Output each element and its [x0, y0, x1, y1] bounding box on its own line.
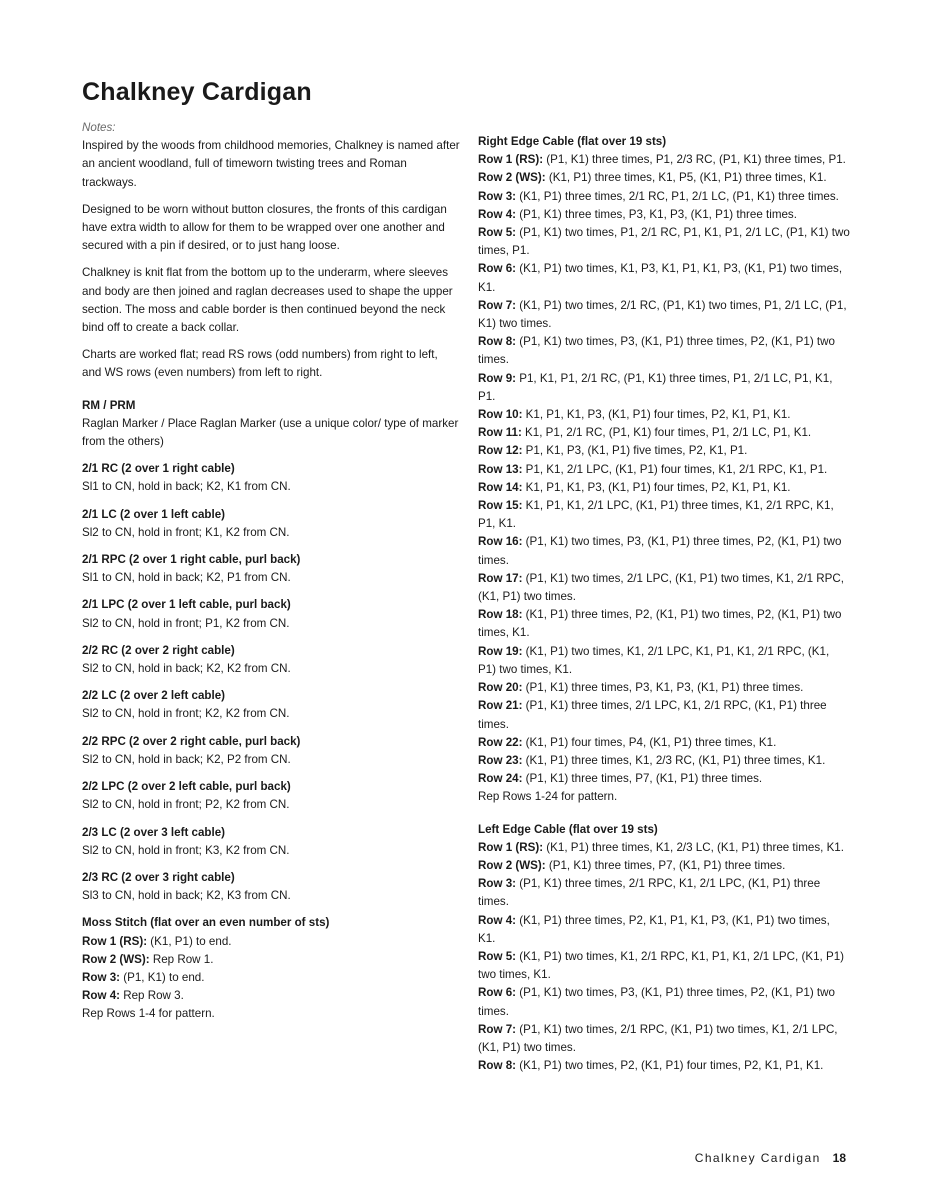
pattern-row — [478, 857, 850, 875]
left-column — [82, 119, 460, 1024]
abbreviation-term: 2/2 RPC (2 over 2 right cable, purl back) — [82, 734, 301, 748]
page-footer — [695, 1151, 846, 1165]
row-label: Row 6: — [478, 986, 517, 1000]
row-instructions: (K1, P1) two times, K1, 2/1 RPC, K1, P1, K1, 2/1 LPC, (K1, P1) two times, K1. — [478, 949, 844, 982]
row-instructions: (K1, P1) two times, 2/1 RC, (P1, K1) two times, P1, 2/1 LC, (P1, K1) two times. — [478, 298, 847, 331]
row-instructions: (P1, K1) two times, 2/1 LPC, (K1, P1) two times, K1, 2/1 RPC, (K1, P1) two times. — [478, 571, 844, 604]
row-instructions: K1, P1, K1, 2/1 LPC, (K1, P1) three times, K1, 2/1 RPC, K1, P1, K1. — [478, 499, 834, 531]
row-instructions: (K1, P1) to end. — [147, 934, 232, 948]
page-number: 18 — [832, 1151, 846, 1165]
row-instructions: (K1, P1) three times, K1, 2/3 RC, (K1, P1) three times, K1. — [522, 753, 826, 767]
pattern-row — [478, 297, 850, 333]
row-label: Row 7: — [478, 298, 517, 312]
row-label: Row 17: — [478, 571, 523, 585]
pattern-row — [478, 697, 850, 733]
row-instructions: (P1, K1) three times, 2/1 RPC, K1, 2/1 LPC, (K1, P1) three times. — [478, 877, 821, 909]
row-label: Row 1 (RS): — [478, 153, 544, 167]
abbreviation-definition: Sl2 to CN, hold in front; K1, K2 from CN. — [82, 525, 290, 539]
row-instructions: (P1, K1) two times, 2/1 RPC, (K1, P1) two times, K1, 2/1 LPC, (K1, P1) two times. — [478, 1022, 838, 1054]
row-label: Row 18: — [478, 608, 523, 622]
abbreviation-definition: Sl2 to CN, hold in back; K2, P2 from CN. — [82, 752, 291, 766]
notes-paragraph: Chalkney is knit flat from the bottom up to the underarm, where sleeves and body are then joined and raglan decreases used to shape the upper section. The moss and cable border is then continued beyond the neck bind off to create a back collar. — [82, 266, 453, 335]
row-label: Row 3: — [478, 189, 517, 203]
row-instructions: (K1, P1) two times, K1, 2/1 LPC, K1, P1, K1, 2/1 RPC, (K1, P1) two times, K1. — [478, 644, 830, 676]
row-instructions: (P1, K1) three times, 2/1 LPC, K1, 2/1 RPC, (K1, P1) three times. — [478, 699, 827, 731]
row-instructions: (P1, K1) three times, P3, K1, P3, (K1, P1) three times. — [522, 681, 804, 695]
abbreviation-entry — [82, 596, 460, 632]
row-label: Row 23: — [478, 753, 523, 767]
pattern-row — [478, 734, 850, 752]
abbreviation-term: 2/3 LC (2 over 3 left cable) — [82, 825, 226, 839]
row-instructions: (K1, P1) three times, K1, 2/3 LC, (K1, P1) three times, K1. — [543, 840, 844, 854]
row-instructions: (K1, P1) three times, K1, P5, (K1, P1) three times, K1. — [545, 171, 827, 185]
pattern-row — [478, 461, 850, 479]
row-label: Row 5: — [478, 949, 517, 963]
notes-paragraph: Inspired by the woods from childhood memories, Chalkney is named after an ancient woodland, full of timeworn twisting trees and Roman trackways. — [82, 139, 460, 189]
abbreviation-definition: Sl2 to CN, hold in front; P1, K2 from CN. — [82, 616, 290, 630]
right-edge-cable-section — [478, 133, 850, 807]
abbreviation-entry — [82, 869, 460, 905]
pattern-row — [478, 479, 850, 497]
pattern-row — [478, 151, 850, 169]
row-label: Row 8: — [478, 335, 517, 349]
pattern-row — [478, 948, 850, 984]
abbreviation-entry — [82, 642, 460, 678]
pattern-row — [478, 679, 850, 697]
left-edge-cable-rows — [478, 839, 850, 1076]
row-instructions: (P1, K1) two times, P3, (K1, P1) three times, P2, (K1, P1) two times. — [478, 335, 835, 367]
pattern-row — [478, 570, 850, 606]
right-edge-cable-rows — [478, 151, 850, 788]
pattern-row — [478, 1057, 850, 1075]
row-label: Row 5: — [478, 226, 517, 240]
pattern-row — [478, 1021, 850, 1057]
abbreviation-term: 2/2 LPC (2 over 2 left cable, purl back) — [82, 780, 291, 794]
row-instructions: (K1, P1) three times, 2/1 RC, P1, 2/1 LC, (P1, K1) three times. — [516, 189, 839, 203]
row-instructions: (P1, K1) two times, P1, 2/1 RC, P1, K1, P1, 2/1 LC, (P1, K1) two times, P1. — [478, 226, 850, 258]
abbreviation-term: 2/1 RC (2 over 1 right cable) — [82, 462, 235, 476]
abbreviation-term: 2/2 LC (2 over 2 left cable) — [82, 689, 226, 703]
abbreviation-entry — [82, 551, 460, 587]
abbreviation-definition: Raglan Marker / Place Raglan Marker (use a unique color/ type of marker from the others) — [82, 416, 459, 449]
row-instructions: P1, K1, 2/1 LPC, (K1, P1) four times, K1, 2/1 RPC, K1, P1. — [522, 462, 828, 476]
pattern-row — [478, 533, 850, 569]
row-instructions: (P1, K1) three times, P7, (K1, P1) three times. — [522, 772, 763, 786]
row-instructions: (K1, P1) two times, P2, (K1, P1) four times, P2, K1, P1, K1. — [516, 1059, 824, 1073]
abbreviation-entry — [82, 506, 460, 542]
abbreviation-entry — [82, 460, 460, 496]
pattern-row — [82, 987, 460, 1005]
row-label: Row 2 (WS): — [478, 858, 546, 872]
running-title: Chalkney Cardigan — [694, 1151, 821, 1165]
pattern-row — [478, 497, 850, 533]
row-instructions: (P1, K1) to end. — [120, 970, 205, 984]
notes-paragraph: Charts are worked flat; read RS rows (odd numbers) from right to left, and WS rows (even numbers) from left to right. — [82, 348, 438, 380]
row-instructions: (P1, K1) three times, P1, 2/3 RC, (P1, K1) three times, P1. — [543, 153, 846, 167]
pattern-row — [478, 333, 850, 369]
pattern-row — [478, 424, 850, 442]
pattern-row — [478, 770, 850, 788]
abbreviation-term: RM / PRM — [82, 398, 136, 412]
row-instructions: (P1, K1) two times, P3, (K1, P1) three times, P2, (K1, P1) two times. — [478, 986, 835, 1018]
abbreviation-list — [82, 397, 460, 906]
row-instructions: P1, K1, P1, 2/1 RC, (P1, K1) three times, P1, 2/1 LC, P1, K1, P1. — [478, 371, 833, 403]
row-label: Row 21: — [478, 699, 523, 713]
pattern-row — [478, 875, 850, 911]
row-instructions: (K1, P1) three times, P2, (K1, P1) two times, P2, (K1, P1) two times, K1. — [478, 608, 842, 640]
row-label: Row 19: — [478, 644, 523, 658]
row-label: Row 13: — [478, 462, 523, 476]
pattern-row — [478, 442, 850, 460]
pattern-row — [478, 912, 850, 948]
left-edge-cable-section — [478, 821, 850, 1076]
abbreviation-term: 2/1 LPC (2 over 1 left cable, purl back) — [82, 598, 291, 612]
abbreviation-entry — [82, 824, 460, 860]
row-instructions: Rep Row 1. — [149, 952, 214, 966]
row-instructions: (P1, K1) two times, P3, (K1, P1) three times, P2, (K1, P1) two times. — [478, 535, 842, 567]
right-edge-cable-heading: Right Edge Cable (flat over 19 sts) — [478, 135, 667, 148]
row-label: Row 14: — [478, 480, 523, 494]
abbreviation-definition: Sl1 to CN, hold in back; K2, K1 from CN. — [82, 480, 291, 494]
left-edge-cable-heading: Left Edge Cable (flat over 19 sts) — [478, 822, 658, 836]
row-label: Row 4: — [82, 989, 121, 1003]
row-label: Row 4: — [478, 207, 517, 221]
notes-label: Notes: — [82, 121, 116, 134]
row-instructions: (K1, P1) two times, K1, P3, K1, P1, K1, P3, (K1, P1) two times, K1. — [478, 262, 843, 294]
row-label: Row 24: — [478, 772, 523, 786]
row-label: Row 22: — [478, 735, 523, 749]
row-label: Row 7: — [478, 1022, 517, 1036]
row-label: Row 4: — [478, 913, 517, 927]
row-instructions: K1, P1, K1, P3, (K1, P1) four times, P2, K1, P1, K1. — [522, 408, 791, 422]
pattern-row — [82, 933, 460, 951]
row-label: Row 8: — [478, 1059, 517, 1073]
row-label: Row 2 (WS): — [478, 171, 546, 185]
row-instructions: (P1, K1) three times, P7, (K1, P1) three times. — [545, 858, 786, 872]
row-instructions: (K1, P1) four times, P4, (K1, P1) three times, K1. — [522, 735, 777, 749]
abbreviation-term: 2/1 RPC (2 over 1 right cable, purl back) — [82, 553, 301, 567]
pattern-row — [82, 951, 460, 969]
row-label: Row 20: — [478, 681, 523, 695]
abbreviation-definition: Sl2 to CN, hold in front; P2, K2 from CN. — [82, 798, 290, 812]
right-edge-cable-repeat: Rep Rows 1-24 for pattern. — [478, 790, 618, 804]
row-instructions: (K1, P1) three times, P2, K1, P1, K1, P3, (K1, P1) two times, K1. — [478, 913, 830, 945]
abbreviation-term: 2/1 LC (2 over 1 left cable) — [82, 507, 226, 521]
pattern-row — [478, 643, 850, 679]
pattern-row — [478, 606, 850, 642]
row-label: Row 16: — [478, 535, 523, 549]
pattern-row — [478, 169, 850, 187]
row-label: Row 10: — [478, 408, 523, 422]
pattern-row — [478, 206, 850, 224]
moss-stitch-heading: Moss Stitch (flat over an even number of sts) — [82, 916, 330, 930]
abbreviation-term: 2/2 RC (2 over 2 right cable) — [82, 643, 235, 657]
abbreviation-definition: Sl2 to CN, hold in back; K2, K2 from CN. — [82, 662, 291, 676]
moss-stitch-repeat: Rep Rows 1-4 for pattern. — [82, 1007, 215, 1021]
abbreviation-definition: Sl1 to CN, hold in back; K2, P1 from CN. — [82, 571, 291, 585]
abbreviation-definition: Sl2 to CN, hold in front; K2, K2 from CN. — [82, 707, 290, 721]
row-label: Row 3: — [82, 970, 121, 984]
row-instructions: (P1, K1) three times, P3, K1, P3, (K1, P1) three times. — [516, 207, 797, 221]
row-label: Row 1 (RS): — [478, 840, 544, 854]
abbreviation-term: 2/3 RC (2 over 3 right cable) — [82, 870, 235, 884]
abbreviation-entry — [82, 733, 460, 769]
pattern-row — [478, 224, 850, 260]
pattern-row — [478, 752, 850, 770]
row-label: Row 3: — [478, 877, 517, 891]
abbreviation-entry — [82, 687, 460, 723]
right-column — [478, 133, 850, 1075]
abbreviation-entry — [82, 778, 460, 814]
row-label: Row 2 (WS): — [82, 952, 150, 966]
row-label: Row 15: — [478, 499, 523, 513]
row-instructions: P1, K1, P3, (K1, P1) five times, P2, K1, P1. — [522, 444, 748, 458]
row-label: Row 1 (RS): — [82, 934, 148, 948]
row-label: Row 11: — [478, 426, 522, 440]
pattern-row — [82, 969, 460, 987]
pattern-row — [478, 370, 850, 406]
abbreviation-definition: Sl3 to CN, hold in back; K2, K3 from CN. — [82, 889, 291, 903]
row-label: Row 6: — [478, 262, 517, 276]
row-label: Row 9: — [478, 371, 517, 385]
abbreviation-entry — [82, 397, 460, 452]
pattern-row — [478, 188, 850, 206]
pattern-row — [478, 406, 850, 424]
moss-stitch-rows — [82, 933, 460, 1006]
moss-stitch-section — [82, 914, 460, 1023]
pattern-row — [478, 260, 850, 296]
pattern-row — [478, 839, 850, 857]
row-instructions: K1, P1, 2/1 RC, (P1, K1) four times, P1, 2/1 LC, P1, K1. — [521, 426, 812, 440]
pattern-row — [478, 984, 850, 1020]
page-title: Chalkney Cardigan — [82, 78, 312, 106]
abbreviation-definition: Sl2 to CN, hold in front; K3, K2 from CN. — [82, 843, 290, 857]
row-instructions: Rep Row 3. — [120, 989, 184, 1003]
row-label: Row 12: — [478, 444, 523, 458]
row-instructions: K1, P1, K1, P3, (K1, P1) four times, P2, K1, P1, K1. — [522, 480, 791, 494]
notes-paragraph: Designed to be worn without button closures, the fronts of this cardigan have extra width to allow for them to be wrapped over one another and secured with a pin if desired, or to just hang loose. — [82, 202, 447, 253]
